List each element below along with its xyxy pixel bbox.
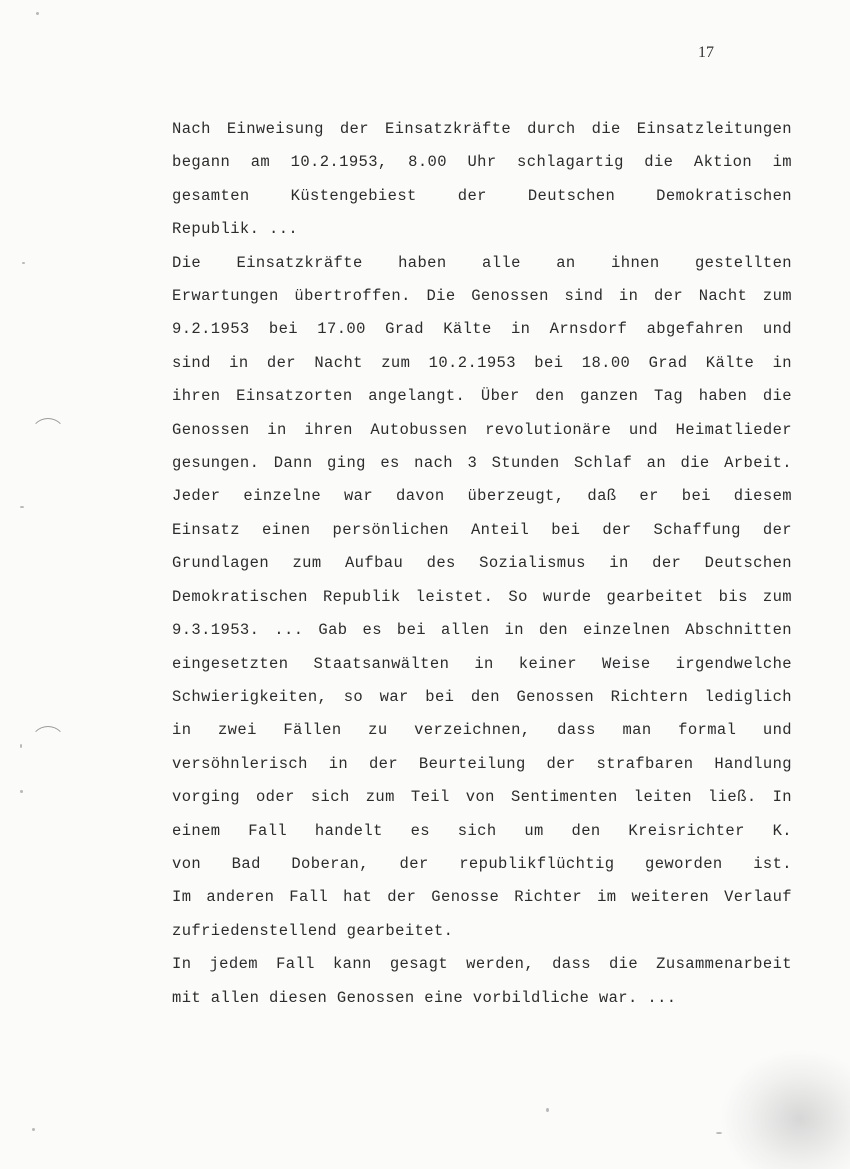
text-line: mit allen diesen Genossen eine vorbildliche war. ... [172, 988, 677, 1007]
text-line: Die Einsatzkräfte haben alle an ihnen gestellten [172, 253, 792, 272]
scan-speck [20, 744, 22, 748]
text-line: Jeder einzelne war davon überzeugt, daß er bei diesem [172, 487, 792, 506]
text-line: ihren Einsatzorten angelangt. Über den ganzen Tag haben die [172, 387, 792, 406]
text-line: Nach Einweisung der Einsatzkräfte durch die Einsatzleitungen [172, 120, 792, 138]
text-line: gesamten Küstengebiest der Deutschen Demokratischen [172, 186, 792, 205]
text-line: versöhnlerisch in der Beurteilung der strafbaren Handlung [172, 754, 792, 773]
scan-speck [32, 1128, 35, 1131]
text-line: Erwartungen übertroffen. Die Genossen sind in der Nacht zum [172, 287, 792, 306]
text-line: Genossen in ihren Autobussen revolutionäre und Heimatlieder [172, 420, 792, 439]
page-number: 17 [698, 44, 714, 61]
text-line: vorging oder sich zum Teil von Sentimenten leiten ließ. In [172, 788, 792, 807]
scan-speck [546, 1108, 549, 1112]
text-line: einem Fall handelt es sich um den Kreisrichter K. [172, 821, 792, 840]
text-line: Schwierigkeiten, so war bei den Genossen Richtern lediglich [172, 687, 792, 706]
text-line: 9.3.1953. ... Gab es bei allen in den einzelnen Abschnitten [172, 621, 792, 640]
document-body [172, 113, 792, 1015]
scan-speck [22, 262, 25, 264]
text-line: gesungen. Dann ging es nach 3 Stunden Schlaf an die Arbeit. [172, 454, 792, 473]
text-line: zufriedenstellend gearbeitet. [172, 921, 454, 940]
text-line: begann am 10.2.1953, 8.00 Uhr schlagartig die Aktion im [172, 153, 792, 172]
text-line: Im anderen Fall hat der Genosse Richter im weiteren Verlauf [172, 888, 792, 907]
text-line: von Bad Doberan, der republikflüchtig geworden ist. [172, 854, 792, 873]
scan-corner-smudge [720, 1049, 850, 1169]
text-line: Grundlagen zum Aufbau des Sozialismus in der Deutschen [172, 554, 792, 573]
text-line: Einsatz einen persönlichen Anteil bei der Schaffung der [172, 520, 792, 539]
text-line: in zwei Fällen zu verzeichnen, dass man formal und [172, 721, 792, 740]
text-line: 9.2.1953 bei 17.00 Grad Kälte in Arnsdorf abgefahren und [172, 320, 792, 339]
text-line: Demokratischen Republik leistet. So wurde gearbeitet bis zum [172, 587, 792, 606]
scan-speck [20, 790, 23, 793]
scan-speck [36, 12, 39, 15]
scan-edge-mark [30, 726, 66, 762]
text-line: sind in der Nacht zum 10.2.1953 bei 18.00 Grad Kälte in [172, 353, 792, 372]
text-line: Republik. ... [172, 220, 299, 239]
scan-speck [20, 506, 24, 508]
scan-edge-mark [30, 418, 66, 454]
text-line: In jedem Fall kann gesagt werden, dass die Zusammenarbeit [172, 955, 792, 974]
text-line: eingesetzten Staatsanwälten in keiner Weise irgendwelche [172, 654, 792, 673]
